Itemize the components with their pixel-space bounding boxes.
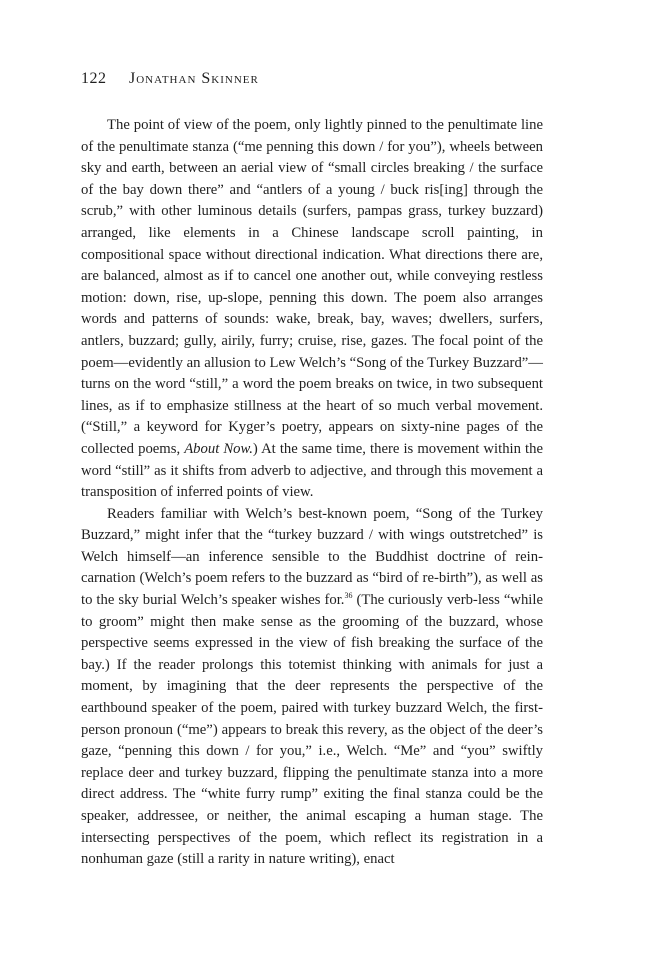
paragraph-2 <box>81 504 543 871</box>
paragraph-1-text-a: The point of view of the poem, only lightly pinned to the penultimate line of the penultimate stanza (“me penning this down / for you”), wheels between sky and earth, between an aerial view of “small circles breaking / the surface of the bay down there” and “antlers of a young / buck ris[ing] through the scrub,” with other luminous details (surfers, pampas grass, turkey buzzard) arranged, like elements in a Chinese landscape scroll painting, in compositional space without directional indication. What directions there are, are balanced, almost as if to cancel one another out, while conveying restless motion: down, rise, up-slope, penning this down. The poem also arranges words and patterns of sounds: wake, break, bay, waves; dwellers, surfers, antlers, buzzard; gully, airily, furry; cruise, rise, gazes. The focal point of the poem—evidently an allusion to Lew Welch’s “Song of the Turkey Buzzard”—turns on the word “still,” a word the poem breaks on twice, in two subsequent lines, as if to emphasize stillness at the heart of so much verbal movement. (“Still,” a keyword for Kyger’s poetry, appears on sixty-nine pages of the collected poems, <box>81 117 543 457</box>
paragraph-1-text-b: ) At the same time, there is movement within the word “still” as it shifts from adverb to adjective, and through this movement a transposition of inferred points of view. <box>81 440 543 501</box>
running-head <box>81 70 259 88</box>
running-head-author: Jonathan Skinner <box>129 70 259 87</box>
body-text <box>81 115 543 871</box>
page-number: 122 <box>81 70 107 87</box>
paragraph-1 <box>81 115 543 504</box>
paragraph-2-text-a: Readers familiar with Welch’s best-known poem, “Song of the Turkey Buzzard,” might infer that the “turkey buzzard / with wings outstretched” is Welch himself—an inference sensible to the Buddhist doctrine of reincarnation (Welch’s poem refers to the buzzard as “bird of re-birth”), as well as to the sky burial Welch’s speaker wishes for. <box>81 505 543 609</box>
paragraph-2-text-b: (The curiously verb-less “while to groom” might then make sense as the grooming of the buzzard, whose perspective seems expressed in the view of fish breaking the surface of the bay.) If the reader prolongs this totemist thinking with animals for just a moment, by imagining that the deer represents the perspective of the earthbound speaker of the poem, paired with turkey buzzard Welch, the first-person pronoun (“me”) appears to break this revery, as the object of the deer’s gaze, “penning this down / for you,” i.e., Welch. “Me” and “you” swiftly replace deer and turkey buzzard, flipping the penultimate stanza into a more direct address. The “white furry rump” exiting the final stanza could be the speaker, addressee, or neither, the animal escaping a human stage. The intersecting perspectives of the poem, which reflect its registration in a nonhuman gaze (still a rarity in nature writing), enact <box>81 592 543 868</box>
footnote-marker-36[interactable]: 36 <box>344 591 353 601</box>
book-title-about-now: About Now. <box>184 440 253 457</box>
